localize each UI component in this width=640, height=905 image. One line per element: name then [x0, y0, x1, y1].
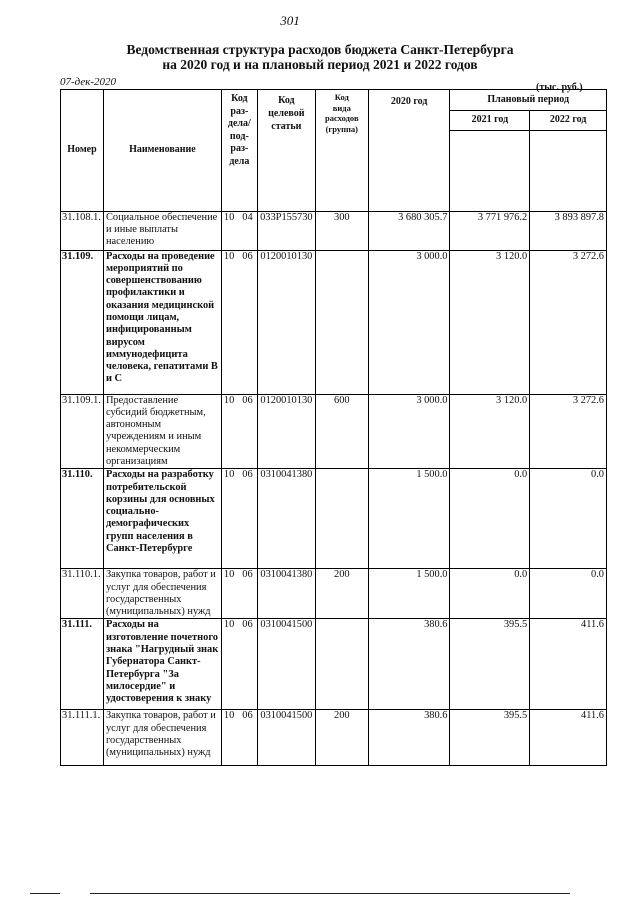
row-value-2021: 395.5: [450, 710, 530, 766]
table-row: [61, 569, 607, 619]
table-row: [61, 710, 607, 766]
row-section-code: [221, 619, 257, 710]
row-name: Расходы на разработку потребительской корзины для основных социально-демографических групп населения в Санкт-Петербурге: [103, 469, 221, 569]
header-target-code: Код целевой статьи: [257, 90, 315, 211]
row-value-2022: 3 272.6: [530, 250, 607, 394]
row-number: 31.111.: [61, 619, 103, 710]
row-expense-type: 600: [315, 394, 368, 469]
footer-line-left: [30, 893, 60, 894]
table-body: [61, 211, 607, 766]
table-row: [61, 211, 607, 250]
row-number: 31.111.1.: [61, 710, 103, 766]
header-number: Номер: [61, 90, 103, 211]
row-value-2021: 0.0: [450, 569, 530, 619]
header-year-2020: 2020 год: [368, 90, 450, 211]
row-number: 31.110.1.: [61, 569, 103, 619]
section-code: 10: [223, 710, 235, 722]
row-target-code: 0310041500: [257, 619, 315, 710]
title-line-2: на 2020 год и на плановый период 2021 и 2022 годов: [162, 57, 478, 72]
subsection-code: 06: [242, 710, 253, 722]
subsection-code: 06: [242, 250, 253, 262]
row-target-code: 033P155730: [257, 211, 315, 250]
row-value-2021: 3 771 976.2: [450, 211, 530, 250]
table-row: [61, 250, 607, 394]
row-target-code: 0310041500: [257, 710, 315, 766]
subsection-code: 06: [242, 469, 253, 481]
title-line-1: Ведомственная структура расходов бюджета Санкт-Петербурга: [126, 42, 514, 57]
row-section-code: [221, 394, 257, 469]
units-label: (тыс. руб.): [536, 82, 583, 93]
row-value-2021: 0.0: [450, 469, 530, 569]
row-name: Предоставление субсидий бюджетным, автономным учреждениям и иным некоммерческим организациям: [103, 394, 221, 469]
row-section-code: [221, 569, 257, 619]
row-value-2022: 0.0: [530, 569, 607, 619]
document-title: [0, 42, 640, 72]
header-expense-type-code: Код вида расходов (группа): [315, 90, 368, 211]
header-year-2022: 2022 год: [530, 110, 607, 130]
row-target-code: 0310041380: [257, 569, 315, 619]
row-name: Расходы на проведение мероприятий по совершенствованию профилактики и оказания медицинской помощи лицам, инфицированным вирусом иммунодефицита человека, гепатитами В и С: [103, 250, 221, 394]
row-value-2022: 411.6: [530, 619, 607, 710]
row-value-2022: 411.6: [530, 710, 607, 766]
row-value-2021: 395.5: [450, 619, 530, 710]
row-expense-type: 300: [315, 211, 368, 250]
subsection-code: 04: [242, 211, 253, 223]
footer-line-main: [90, 893, 570, 894]
row-number: 31.109.1.: [61, 394, 103, 469]
subsection-code: 06: [242, 394, 253, 406]
row-name: Расходы на изготовление почетного знака "Нагрудный знак Губернатора Санкт-Петербурга "За милосердие" и удостоверения к знаку: [103, 619, 221, 710]
row-section-code: [221, 710, 257, 766]
header-year-2021: 2021 год: [450, 110, 530, 130]
subsection-code: 06: [242, 619, 253, 631]
table-row: [61, 469, 607, 569]
table-row: [61, 619, 607, 710]
row-name: Социальное обеспечение и иные выплаты населению: [103, 211, 221, 250]
budget-table: [61, 90, 607, 766]
row-number: 31.108.1.: [61, 211, 103, 250]
row-expense-type: [315, 619, 368, 710]
header-name: Наименование: [103, 90, 221, 211]
table-row: [61, 394, 607, 469]
budget-table-frame: [60, 89, 607, 766]
row-value-2022: 3 272.6: [530, 394, 607, 469]
row-section-code: [221, 250, 257, 394]
row-expense-type: [315, 250, 368, 394]
row-section-code: [221, 469, 257, 569]
row-value-2020: 380.6: [368, 710, 450, 766]
section-code: 10: [223, 469, 235, 481]
row-target-code: 0310041380: [257, 469, 315, 569]
section-code: 10: [223, 619, 235, 631]
row-value-2020: 3 000.0: [368, 250, 450, 394]
row-expense-type: 200: [315, 710, 368, 766]
section-code: 10: [223, 211, 235, 223]
document-date: 07-дек-2020: [60, 76, 117, 88]
header-planned-period: Плановый период: [450, 90, 607, 110]
row-value-2020: 1 500.0: [368, 569, 450, 619]
row-value-2020: 380.6: [368, 619, 450, 710]
row-name: Закупка товаров, работ и услуг для обеспечения государственных (муниципальных) нужд: [103, 710, 221, 766]
row-value-2020: 1 500.0: [368, 469, 450, 569]
header-spacer-2021: [450, 130, 530, 211]
row-name: Закупка товаров, работ и услуг для обеспечения государственных (муниципальных) нужд: [103, 569, 221, 619]
row-value-2022: 0.0: [530, 469, 607, 569]
subsection-code: 06: [242, 569, 253, 581]
section-code: 10: [223, 394, 235, 406]
header-section-code: Код раз- дела/ под- раз- дела: [221, 90, 257, 211]
row-value-2020: 3 680 305.7: [368, 211, 450, 250]
row-section-code: [221, 211, 257, 250]
section-code: 10: [223, 569, 235, 581]
row-number: 31.110.: [61, 469, 103, 569]
row-value-2022: 3 893 897.8: [530, 211, 607, 250]
header-spacer-2022: [530, 130, 607, 211]
row-target-code: 0120010130: [257, 394, 315, 469]
row-expense-type: [315, 469, 368, 569]
row-target-code: 0120010130: [257, 250, 315, 394]
row-number: 31.109.: [61, 250, 103, 394]
row-expense-type: 200: [315, 569, 368, 619]
page-number: 301: [280, 13, 300, 28]
section-code: 10: [223, 250, 235, 262]
row-value-2021: 3 120.0: [450, 394, 530, 469]
row-value-2020: 3 000.0: [368, 394, 450, 469]
row-value-2021: 3 120.0: [450, 250, 530, 394]
